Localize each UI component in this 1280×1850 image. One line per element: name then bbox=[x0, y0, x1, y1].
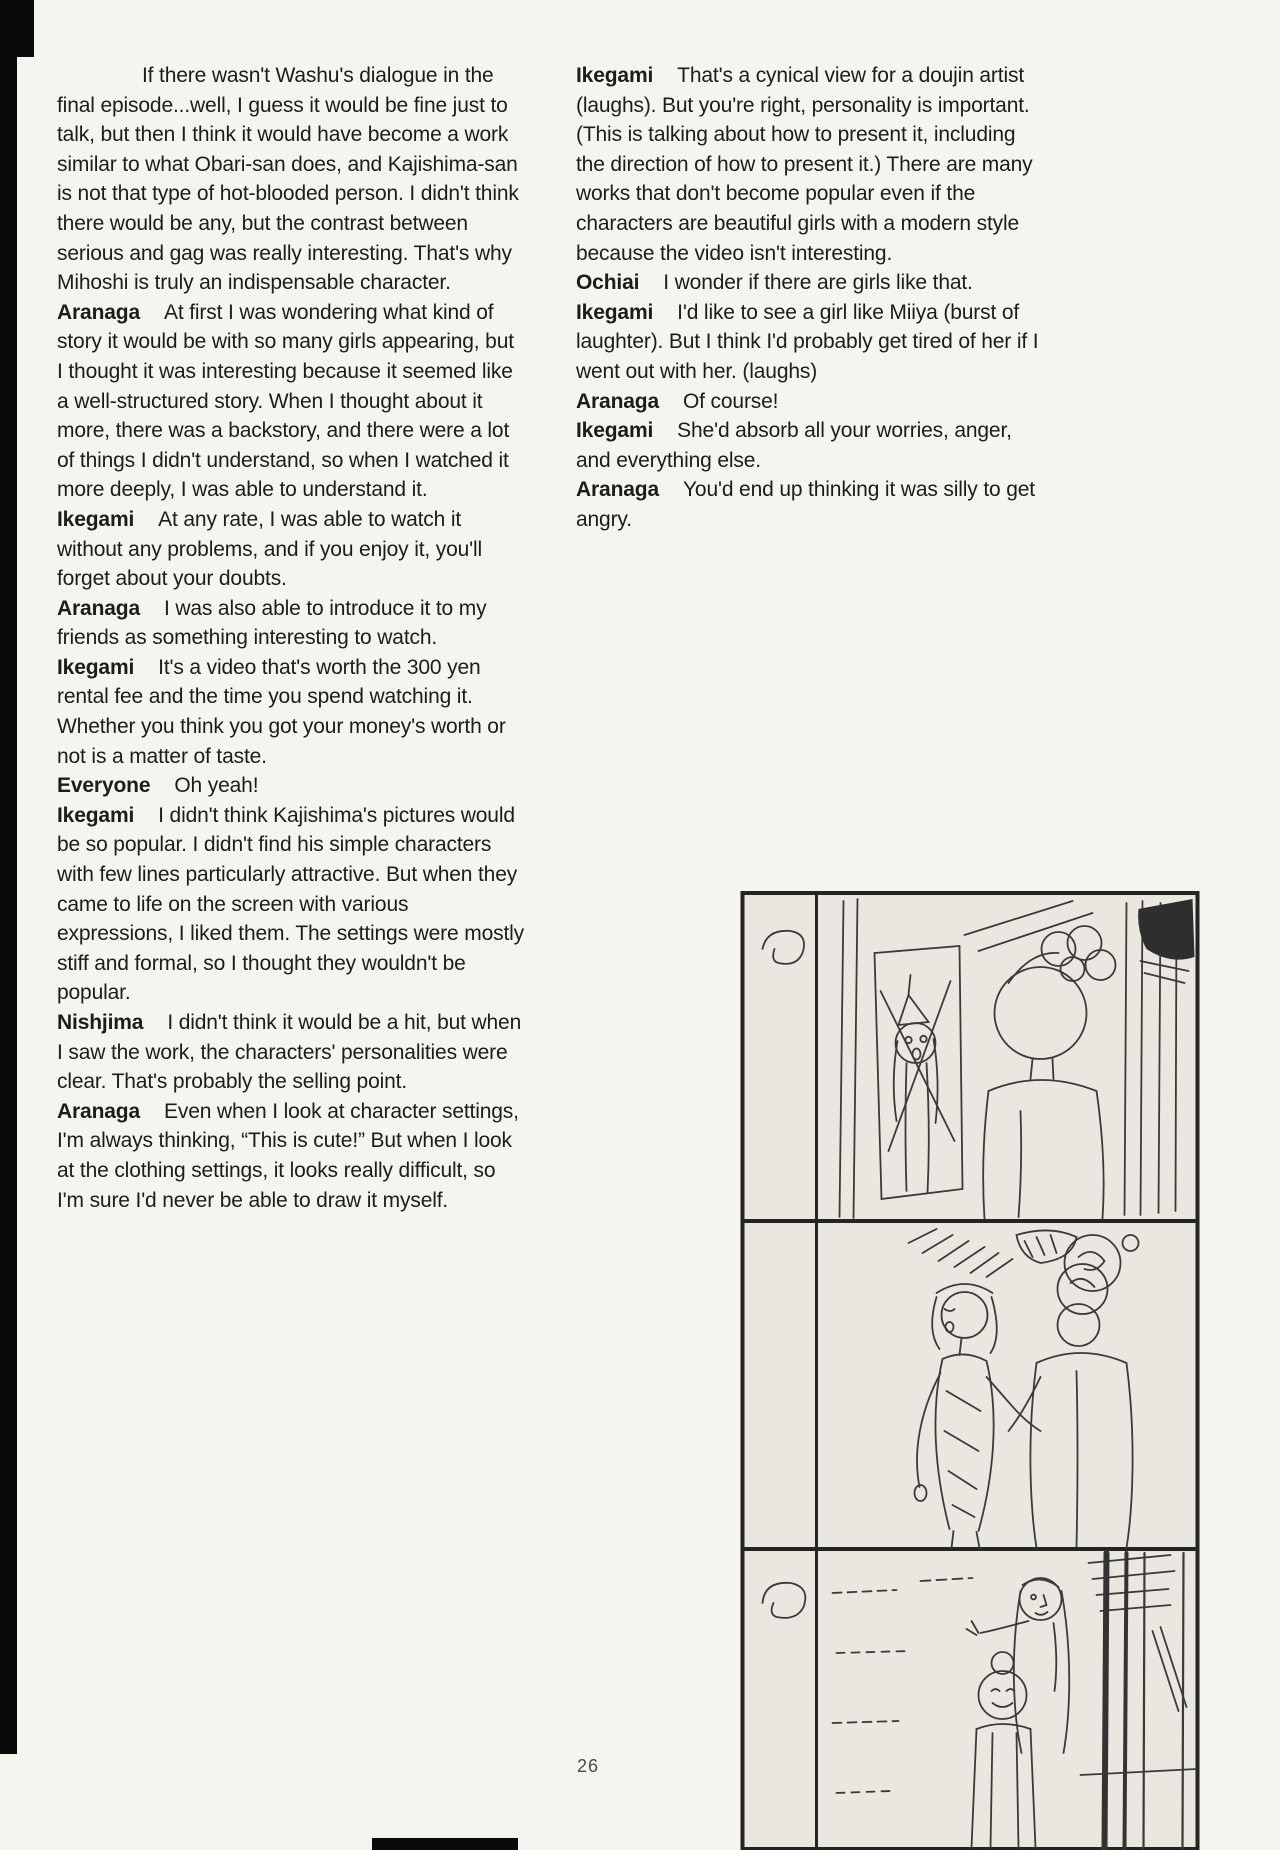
speaker-name: Ikegami bbox=[576, 419, 654, 443]
dialogue-text: If there wasn't Washu's dialogue in the final episode...well, I guess it would be fine just to talk, but then I think it would have become a work similar to what Obari-san does, and Kajishima-san is not that type of hot-blooded person. I didn't think there would be any, but the contrast between serious and gag was really interesting. That's why Mihoshi is truly an indispensable character. bbox=[57, 64, 519, 295]
page-number: 26 bbox=[576, 1756, 600, 1776]
sketch-outer-border bbox=[743, 893, 1198, 1849]
left-text-column bbox=[57, 61, 525, 1215]
speaker-name: Ikegami bbox=[57, 507, 135, 531]
scan-edge-left-bar bbox=[0, 0, 17, 1754]
right-text-column bbox=[576, 61, 1044, 535]
dialogue-paragraph bbox=[57, 1097, 525, 1215]
speaker-name: Aranaga bbox=[57, 596, 140, 620]
speaker-name: Aranaga bbox=[57, 300, 140, 324]
speaker-name: Nishjima bbox=[57, 1011, 144, 1034]
speaker-name: Ikegami bbox=[57, 803, 135, 827]
dialogue-text: I wonder if there are girls like that. bbox=[663, 271, 973, 295]
dialogue-text: At any rate, I was able to watch it without any problems, and if you enjoy it, you'll forget about your doubts. bbox=[57, 507, 483, 591]
dialogue-text: Of course! bbox=[682, 389, 779, 413]
dialogue-paragraph bbox=[576, 416, 1044, 475]
dialogue-paragraph bbox=[57, 1008, 525, 1097]
dialogue-text: I was also able to introduce it to my friends as something interesting to watch. bbox=[57, 596, 487, 650]
speaker-name: Everyone bbox=[57, 774, 151, 798]
speaker-name: Ikegami bbox=[57, 655, 135, 679]
dialogue-text: She'd absorb all your worries, anger, and everything else. bbox=[576, 419, 1012, 472]
dialogue-text: You'd end up thinking it was silly to get angry. bbox=[576, 478, 1035, 531]
dialogue-paragraph bbox=[57, 801, 525, 1008]
dialogue-paragraph bbox=[57, 771, 525, 801]
dialogue-paragraph bbox=[576, 61, 1044, 268]
dialogue-text: Even when I look at character settings, I'm always thinking, “This is cute!” But when I look at the clothing settings, it looks really difficult, so I'm sure I'd never be able to draw it myself. bbox=[57, 1099, 519, 1212]
speaker-name: Aranaga bbox=[576, 389, 659, 413]
speaker-name: Aranaga bbox=[576, 478, 659, 502]
dialogue-paragraph bbox=[57, 594, 525, 653]
dialogue-text: I'd like to see a girl like Miiya (burst of laughter). But I think I'd probably get tired of her if I went out with her. (laughs) bbox=[576, 300, 1039, 383]
speaker-name: Ikegami bbox=[576, 64, 654, 87]
dialogue-text: I didn't think it would be a hit, but when I saw the work, the characters' personalities were clear. That's probably the selling point. bbox=[57, 1011, 522, 1094]
dialogue-text: That's a cynical view for a doujin artist (laughs). But you're right, personality is important. (This is talking about how to present it, including the direction of how to present it.) There are many works that don't become popular even if the characters are beautiful girls with a modern style because the video isn't interesting. bbox=[576, 64, 1033, 265]
speaker-name: Ikegami bbox=[576, 300, 654, 324]
dialogue-text: At first I was wondering what kind of story it would be with so many girls appearing, but I thought it was interesting because it seemed like a well-structured story. When I thought about it more, there was a backstory, and there were a lot of things I didn't understand, so when I watched it more deeply, I was able to understand it. bbox=[57, 300, 514, 502]
speaker-name: Aranaga bbox=[57, 1099, 140, 1123]
dialogue-paragraph bbox=[576, 298, 1044, 387]
dialogue-paragraph bbox=[57, 653, 525, 771]
dialogue-text: I didn't think Kajishima's pictures would be so popular. I didn't find his simple characters with few lines particularly attractive. But when they came to life on the screen with various expressions, I liked them. The settings were mostly stiff and formal, so I thought they wouldn't be popular. bbox=[57, 803, 524, 1005]
speaker-name: Ochiai bbox=[576, 271, 640, 295]
dialogue-paragraph bbox=[57, 61, 525, 298]
dialogue-paragraph bbox=[57, 505, 525, 594]
dialogue-paragraph bbox=[57, 298, 525, 505]
dialogue-text: Oh yeah! bbox=[174, 774, 259, 798]
storyboard-sketch-image bbox=[740, 891, 1200, 1850]
scan-edge-bottom-bar bbox=[372, 1838, 518, 1850]
dialogue-text: It's a video that's worth the 300 yen rental fee and the time you spend watching it. Whether you think you got your money's worth or not is a matter of taste. bbox=[57, 655, 506, 768]
dialogue-paragraph bbox=[576, 475, 1044, 534]
dialogue-paragraph bbox=[576, 268, 1044, 298]
scan-edge-corner-bar bbox=[0, 0, 34, 57]
dialogue-paragraph bbox=[576, 387, 1044, 417]
